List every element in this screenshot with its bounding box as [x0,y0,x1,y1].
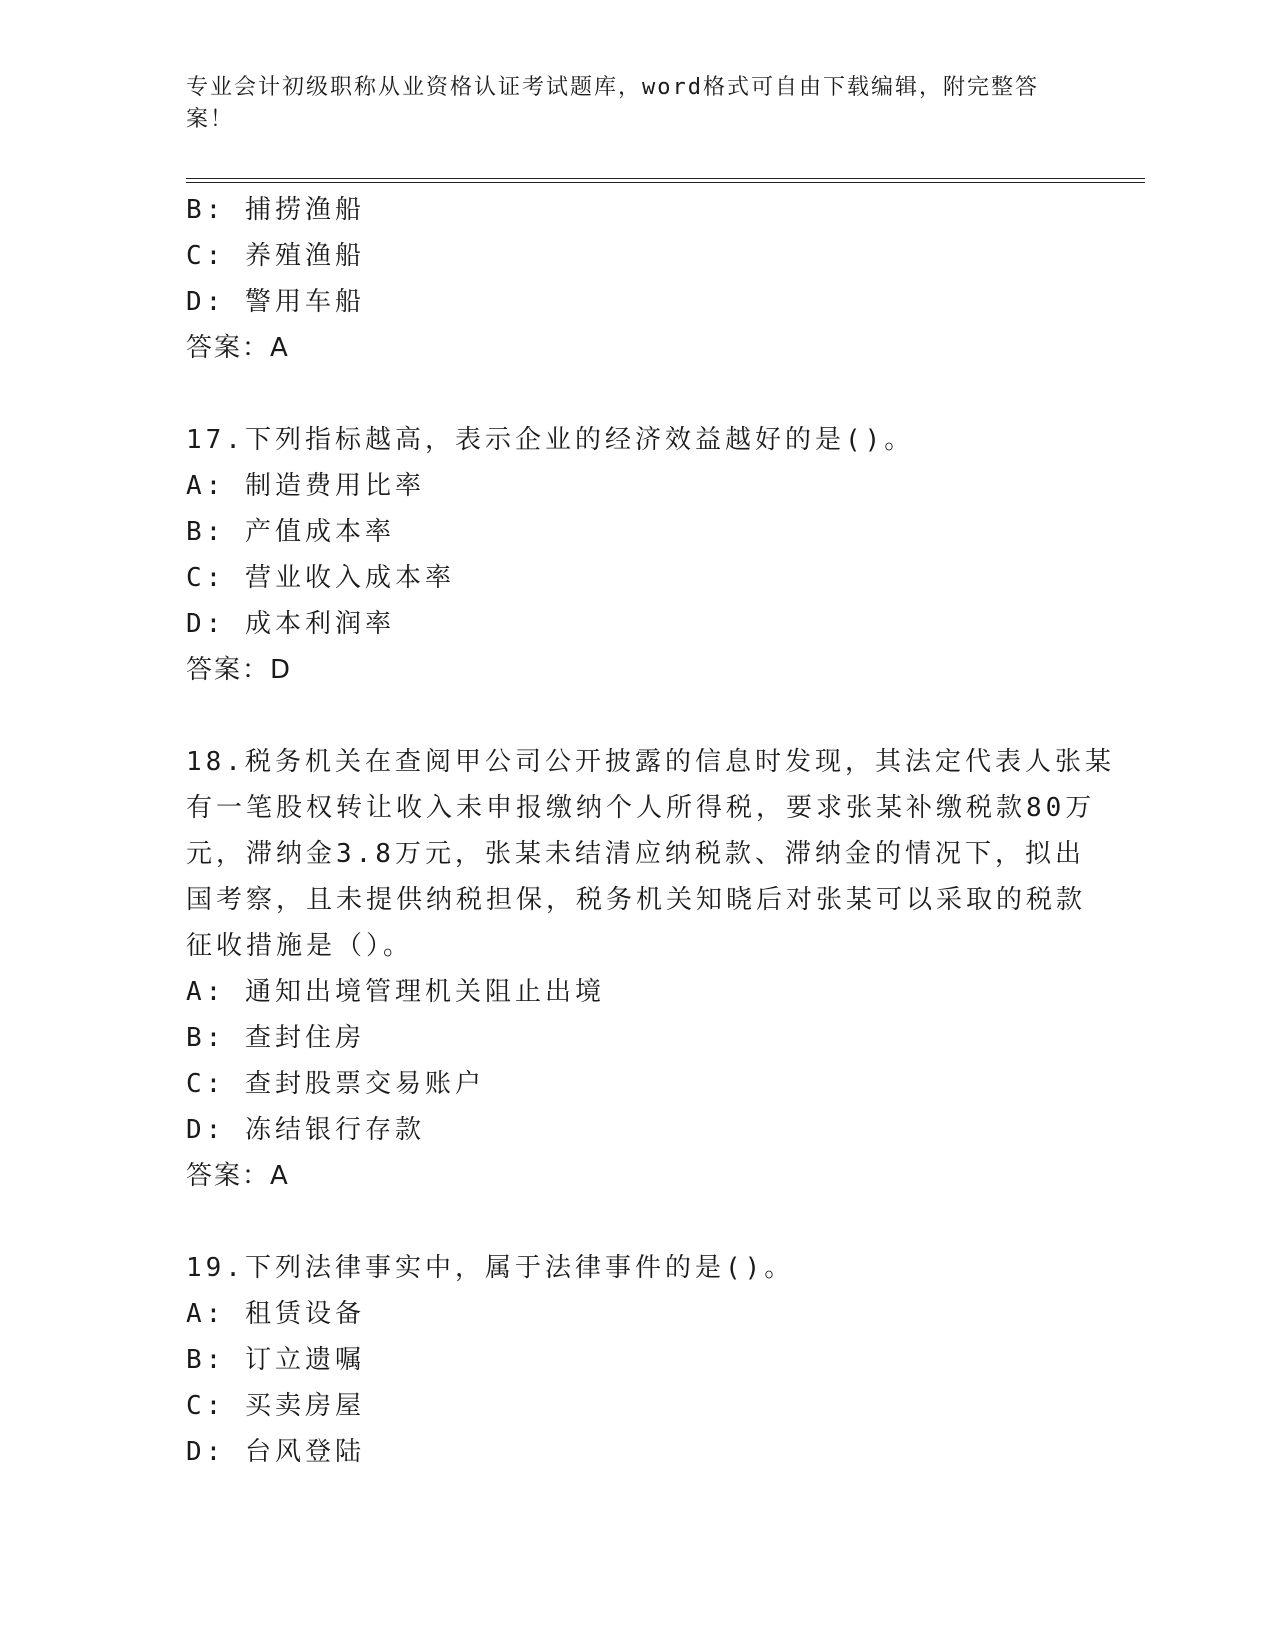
q17-option-a: A: 制造费用比率 [186,471,425,501]
q19-option-b: B: 订立遗嘱 [186,1345,365,1375]
q18-option-c: C: 查封股票交易账户 [186,1069,485,1099]
q19-option-a: A: 租赁设备 [186,1299,365,1329]
q19-option-d: D: 台风登陆 [186,1437,365,1467]
question-19 [186,1245,1086,1475]
q18-answer: 答案：A [186,1161,290,1191]
q17-option-d: D: 成本利润率 [186,609,395,639]
question-16-tail [186,187,1086,371]
q17-stem: 17.下列指标越高，表示企业的经济效益越好的是()。 [186,425,915,455]
q18-option-a: A: 通知出境管理机关阻止出境 [186,977,605,1007]
header-divider-bottom [186,182,1145,183]
q18-option-b: B: 查封住房 [186,1023,365,1053]
q16-option-d: D: 警用车船 [186,287,365,317]
q18-stem-line-5: 征收措施是（）。 [186,931,414,961]
q16-option-c: C: 养殖渔船 [186,241,365,271]
q19-stem: 19.下列法律事实中，属于法律事件的是()。 [186,1253,795,1283]
q18-stem-line-3: 元，滞纳金3.8万元，张某未结清应纳税款、滞纳金的情况下，拟出 [186,839,1085,869]
q17-option-c: C: 营业收入成本率 [186,563,455,593]
q16-answer: 答案：A [186,333,290,363]
q17-answer: 答案：D [186,655,293,685]
q19-option-c: C: 买卖房屋 [186,1391,365,1421]
q18-stem-line-4: 国考察，且未提供纳税担保，税务机关知晓后对张某可以采取的税款 [186,885,1087,915]
q18-stem-line-1: 18.税务机关在查阅甲公司公开披露的信息时发现，其法定代表人张某 [186,747,1115,777]
q18-option-d: D: 冻结银行存款 [186,1115,425,1145]
header-divider-top [186,178,1145,179]
q18-stem-line-2: 有一笔股权转让收入未申报缴纳个人所得税，要求张某补缴税款80万 [186,793,1096,823]
document-header-note: 专业会计初级职称从业资格认证考试题库，word格式可自由下载编辑，附完整答案！ [186,75,1039,132]
question-17 [186,417,1086,693]
q16-option-b: B: 捕捞渔船 [186,195,365,225]
q17-option-b: B: 产值成本率 [186,517,395,547]
document-body [186,187,1115,1475]
question-18 [186,739,1115,1199]
